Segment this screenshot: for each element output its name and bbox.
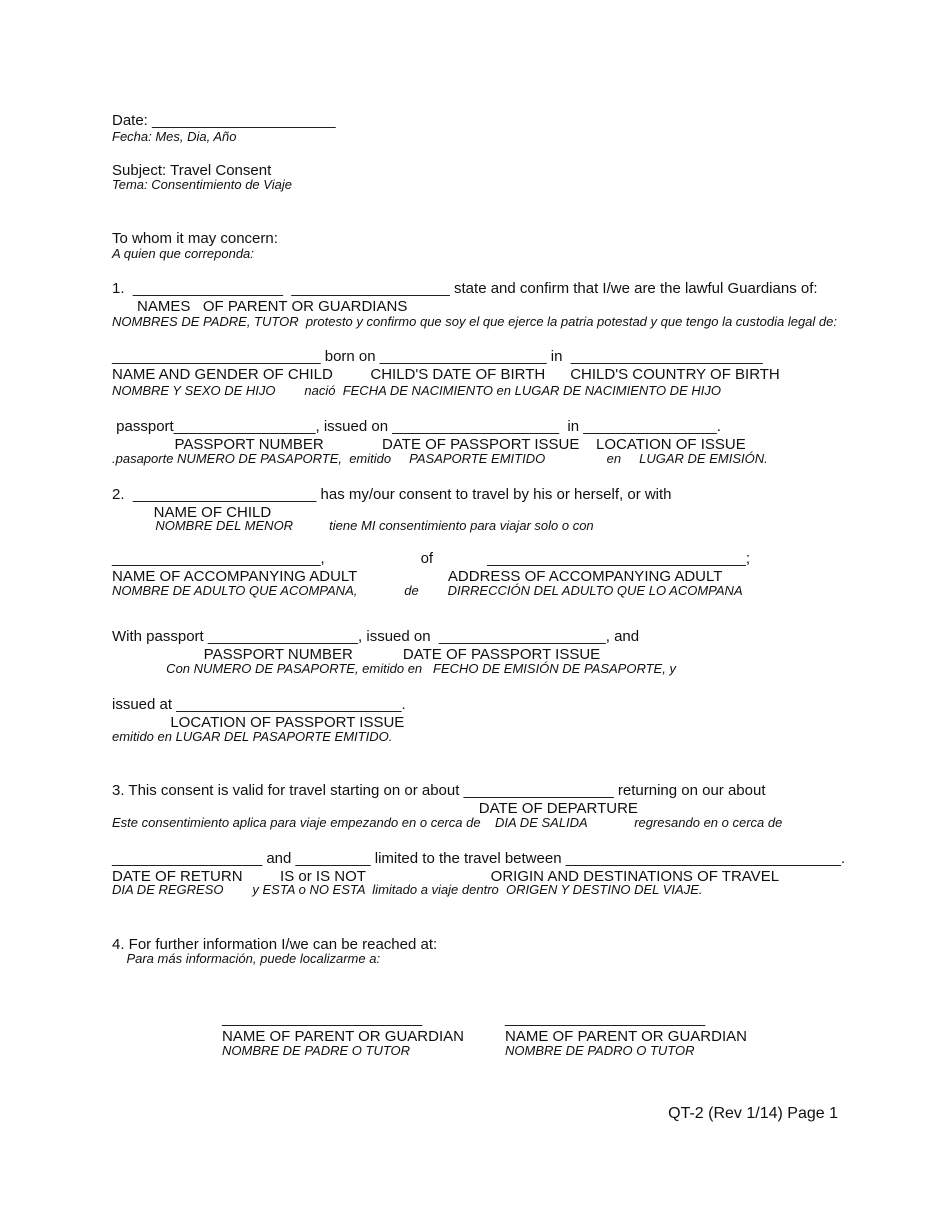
section1-guardians-caption: NAMES OF PARENT OR GUARDIANS	[112, 298, 408, 315]
section3-return-caption: DATE OF RETURN IS or IS NOT ORIGIN AND DESTINATIONS OF TRAVEL	[112, 868, 780, 885]
date-line: Date: ______________________	[112, 112, 336, 129]
section1-passport-caption: PASSPORT NUMBER DATE OF PASSPORT ISSUE LOCATION OF ISSUE	[112, 436, 746, 453]
section2-adult-passport-line: With passport __________________, issued on ____________________, and	[112, 628, 640, 645]
signature-left-note-es: NOMBRE DE PADRE O TUTOR	[222, 1043, 411, 1058]
section2-adult-passport-note-es: Con NUMERO DE PASAPORTE, emitido en FECHO DE EMISIÓN DE PASAPORTE, y	[112, 661, 676, 676]
section3-departure-note-es: Este consentimiento aplica para viaje empezando en o cerca de DIA DE SALIDA regresando en o cerca de	[112, 815, 783, 830]
section1-child-caption: NAME AND GENDER OF CHILD CHILD'S DATE OF BIRTH CHILD'S COUNTRY OF BIRTH	[112, 366, 780, 383]
section1-guardians-note-es: NOMBRES DE PADRE, TUTOR protesto y confirmo que soy el que ejerce la patria potestad y que tengo la custodia legal de:	[112, 314, 837, 329]
section3-return-note-es: DIA DE REGRESO y ESTA o NO ESTA limitado a viaje dentro ORIGEN Y DESTINO DEL VIAJE.	[112, 882, 703, 897]
section2-consent-line: 2. ______________________ has my/our consent to travel by his or herself, or with	[112, 486, 672, 503]
signature-left-caption: NAME OF PARENT OR GUARDIAN	[222, 1028, 464, 1045]
section2-adult-note-es: NOMBRE DE ADULTO QUE ACOMPANA, de DIRRECCIÓN DEL ADULTO QUE LO ACOMPANA	[112, 583, 743, 598]
section3-departure-line: 3. This consent is valid for travel starting on or about __________________ returning on our about	[112, 782, 766, 799]
section2-issued-at-line: issued at ___________________________.	[112, 696, 406, 713]
section3-return-line: __________________ and _________ limited to the travel between _________________________________.	[112, 850, 846, 867]
section4-contact-note-es: Para más información, puede localizarme a:	[112, 951, 381, 966]
section2-consent-caption: NAME OF CHILD	[112, 504, 272, 521]
signature-right-caption: NAME OF PARENT OR GUARDIAN	[505, 1028, 747, 1045]
section2-adult-passport-caption: PASSPORT NUMBER DATE OF PASSPORT ISSUE	[112, 646, 601, 663]
subject-line: Subject: Travel Consent	[112, 162, 272, 179]
section2-adult-caption: NAME OF ACCOMPANYING ADULT ADDRESS OF ACCOMPANYING ADULT	[112, 568, 723, 585]
date-note-es: Fecha: Mes, Dia, Año	[112, 129, 237, 144]
subject-note-es: Tema: Consentimiento de Viaje	[112, 177, 292, 192]
section1-guardians-line: 1. __________________ ___________________ state and confirm that I/we are the lawful Guardians of:	[112, 280, 818, 297]
signature-right-blank: ________________________	[505, 1010, 706, 1027]
form-number-footer: QT-2 (Rev 1/14) Page 1	[668, 1105, 838, 1122]
section2-issued-at-caption: LOCATION OF PASSPORT ISSUE	[112, 714, 405, 731]
section1-passport-line: passport_________________, issued on ____________________ in ________________.	[112, 418, 721, 435]
section4-contact-line: 4. For further information I/we can be reached at:	[112, 936, 438, 953]
section2-consent-note-es: NOMBRE DEL MENOR tiene MI consentimiento para viajar solo o con	[112, 518, 594, 533]
salutation-note-es: A quien que correponda:	[112, 246, 254, 261]
section1-child-line: _________________________ born on ____________________ in _______________________	[112, 348, 763, 365]
section2-issued-at-note-es: emitido en LUGAR DEL PASAPORTE EMITIDO.	[112, 729, 393, 744]
salutation-line: To whom it may concern:	[112, 230, 278, 247]
section3-departure-caption: DATE OF DEPARTURE	[112, 800, 638, 817]
section2-adult-line: _________________________, of _______________________________;	[112, 550, 751, 567]
signature-left-blank: ________________________	[222, 1010, 423, 1027]
signature-right-note-es: NOMBRE DE PADRO O TUTOR	[505, 1043, 695, 1058]
section1-passport-note-es: .pasaporte NUMERO DE PASAPORTE, emitido PASAPORTE EMITIDO en LUGAR DE EMISIÓN.	[112, 451, 768, 466]
section1-child-note-es: NOMBRE Y SEXO DE HIJO nació FECHA DE NACIMIENTO en LUGAR DE NACIMIENTO DE HIJO	[112, 383, 721, 398]
